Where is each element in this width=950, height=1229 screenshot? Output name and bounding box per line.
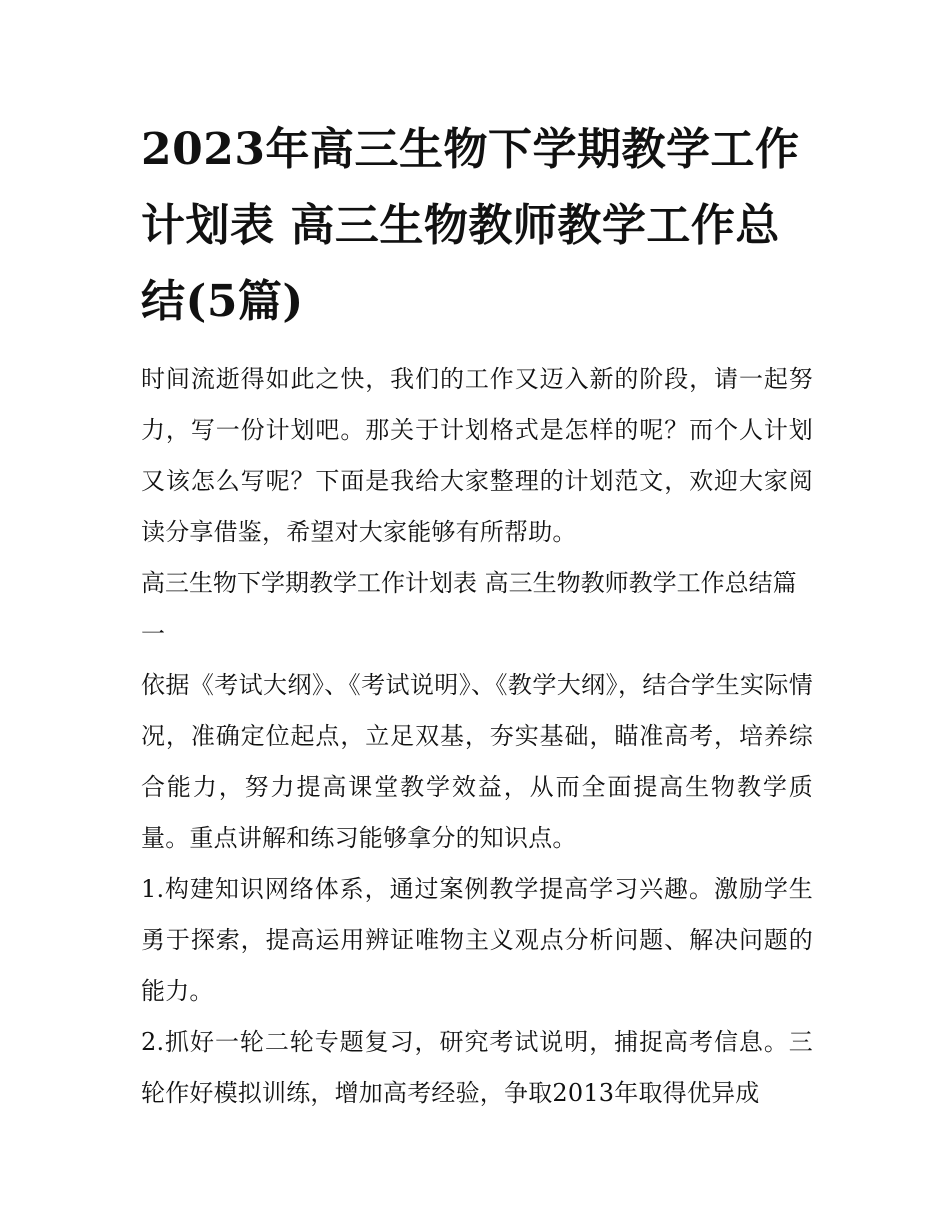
intro-paragraph: 时间流逝得如此之快，我们的工作又迈入新的阶段，请一起努力，写一份计划吧。那关于计划格式是怎样的呢？而个人计划又该怎么写呢？下面是我给大家整理的计划范文，欢迎大家阅读分享借鉴，希望对大家能够有所帮助。	[141, 365, 813, 546]
body-paragraph-1: 依据《考试大纲》、《考试说明》、《教学大纲》，结合学生实际情况，准确定位起点，立足双基，夯实基础，瞄准高考，培养综合能力，努力提高课堂教学效益，从而全面提高生物教学质量。重点讲解和练习能够拿分的知识点。	[141, 671, 813, 852]
section-heading: 高三生物下学期教学工作计划表 高三生物教师教学工作总结篇一	[141, 569, 797, 648]
body-paragraph-2: 1.构建知识网络体系，通过案例教学提高学习兴趣。激励学生勇于探索，提高运用辨证唯物主义观点分析问题、解决问题的能力。	[141, 875, 813, 1005]
body-paragraph-3: 2.抓好一轮二轮专题复习，研究考试说明，捕捉高考信息。三轮作好模拟训练，增加高考经验，争取2013年取得优异成	[141, 1028, 813, 1107]
document-title: 2023年高三生物下学期教学工作计划表 高三生物教师教学工作总结(5篇)	[141, 124, 800, 327]
document-body	[141, 112, 813, 1119]
